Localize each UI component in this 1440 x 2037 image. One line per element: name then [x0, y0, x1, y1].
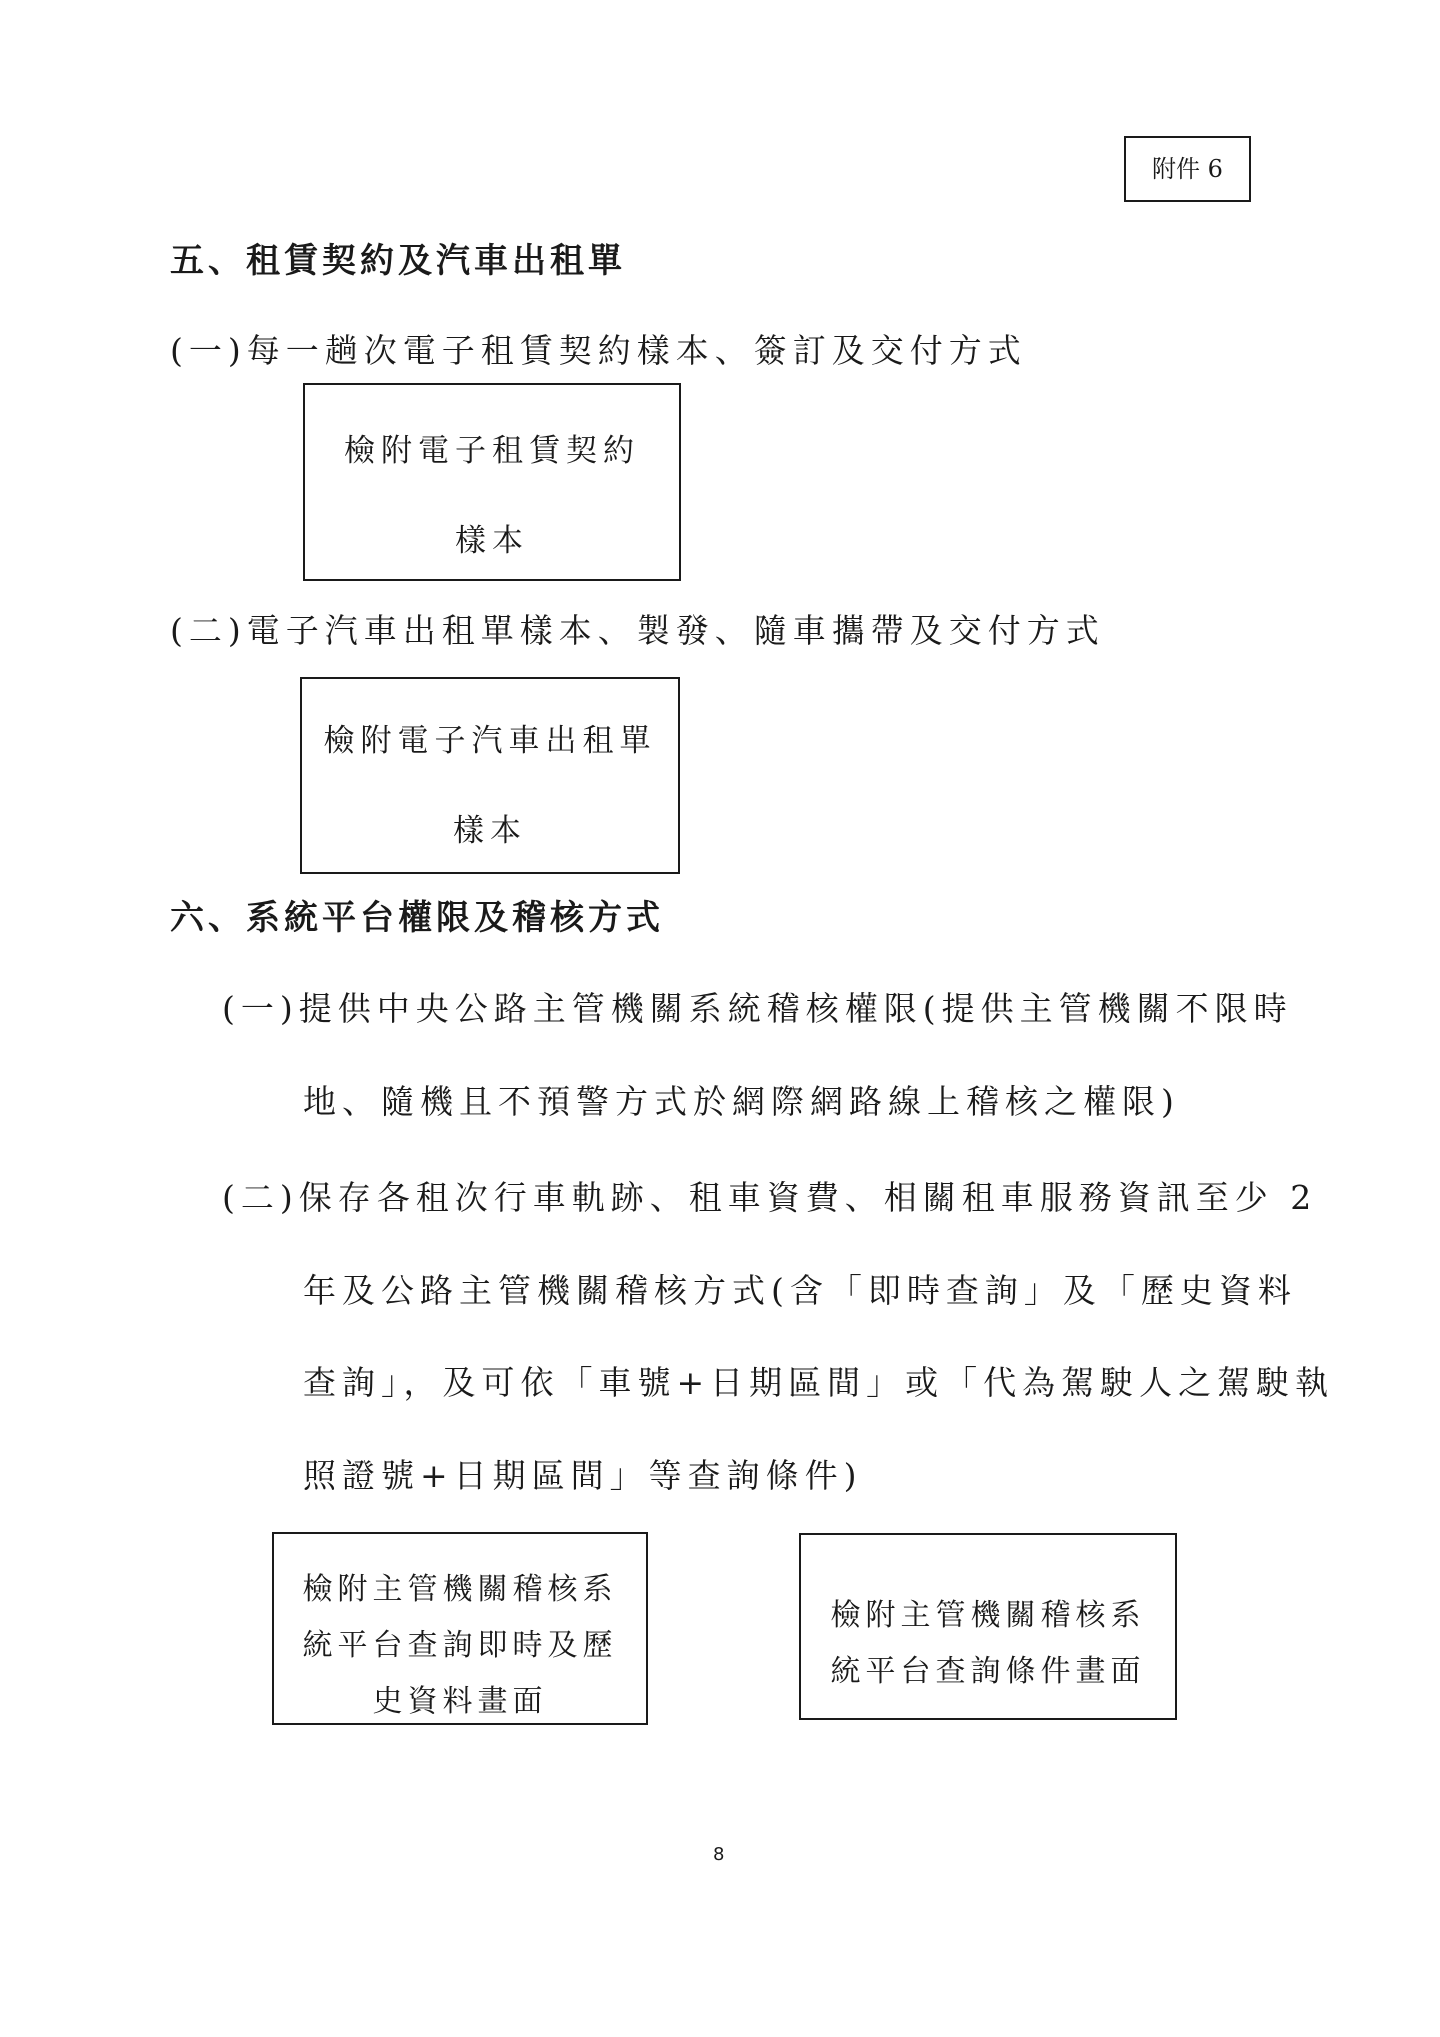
section6-item2-line1: (二)保存各租次行車軌跡、租車資費、相關租車服務資訊至少 2: [222, 1178, 1318, 1217]
section6-box-right-line2: 統平台查詢條件畫面: [830, 1654, 1146, 1689]
section5-box2: [300, 677, 680, 874]
section6-box-right: [799, 1533, 1177, 1720]
section6-box-left: [272, 1532, 648, 1725]
attachment-label: 附件 6: [1152, 155, 1223, 183]
section6-box-right-line1: 檢附主管機關稽核系: [830, 1598, 1146, 1633]
section5-item1: (一)每一趟次電子租賃契約樣本、簽訂及交付方式: [170, 331, 1027, 370]
section6-box-left-line1: 檢附主管機關稽核系: [302, 1572, 618, 1607]
section6-item1-line2: 地、隨機且不預警方式於網際網路線上稽核之權限): [303, 1082, 1180, 1121]
section5-heading: 五、租賃契約及汽車出租單: [170, 241, 626, 281]
page-number: 8: [713, 1844, 725, 1865]
section6-item2-line4: 照證號+日期區間」等查詢條件): [303, 1456, 863, 1495]
section6-item2-line3: 查詢」，及可依「車號+日期區間」或「代為駕駛人之駕駛執: [303, 1363, 1335, 1402]
section5-box1: [303, 383, 681, 581]
section6-box-left-line3: 史資料畫面: [372, 1684, 548, 1719]
section5-box1-line2: 樣本: [455, 523, 529, 559]
section5-item2: (二)電子汽車出租單樣本、製發、隨車攜帶及交付方式: [170, 611, 1105, 650]
attachment-label-box: [1124, 136, 1251, 202]
section5-box2-line1: 檢附電子汽車出租單: [323, 723, 657, 759]
section5-box2-line2: 樣本: [453, 813, 527, 849]
section6-item2-line2: 年及公路主管機關稽核方式(含「即時查詢」及「歷史資料: [303, 1271, 1297, 1310]
section6-item1-line1: (一)提供中央公路主管機關系統稽核權限(提供主管機關不限時: [222, 989, 1293, 1028]
section5-box1-line1: 檢附電子租賃契約: [344, 433, 640, 469]
section6-box-left-line2: 統平台查詢即時及歷: [302, 1628, 618, 1663]
section6-heading: 六、系統平台權限及稽核方式: [170, 898, 664, 938]
